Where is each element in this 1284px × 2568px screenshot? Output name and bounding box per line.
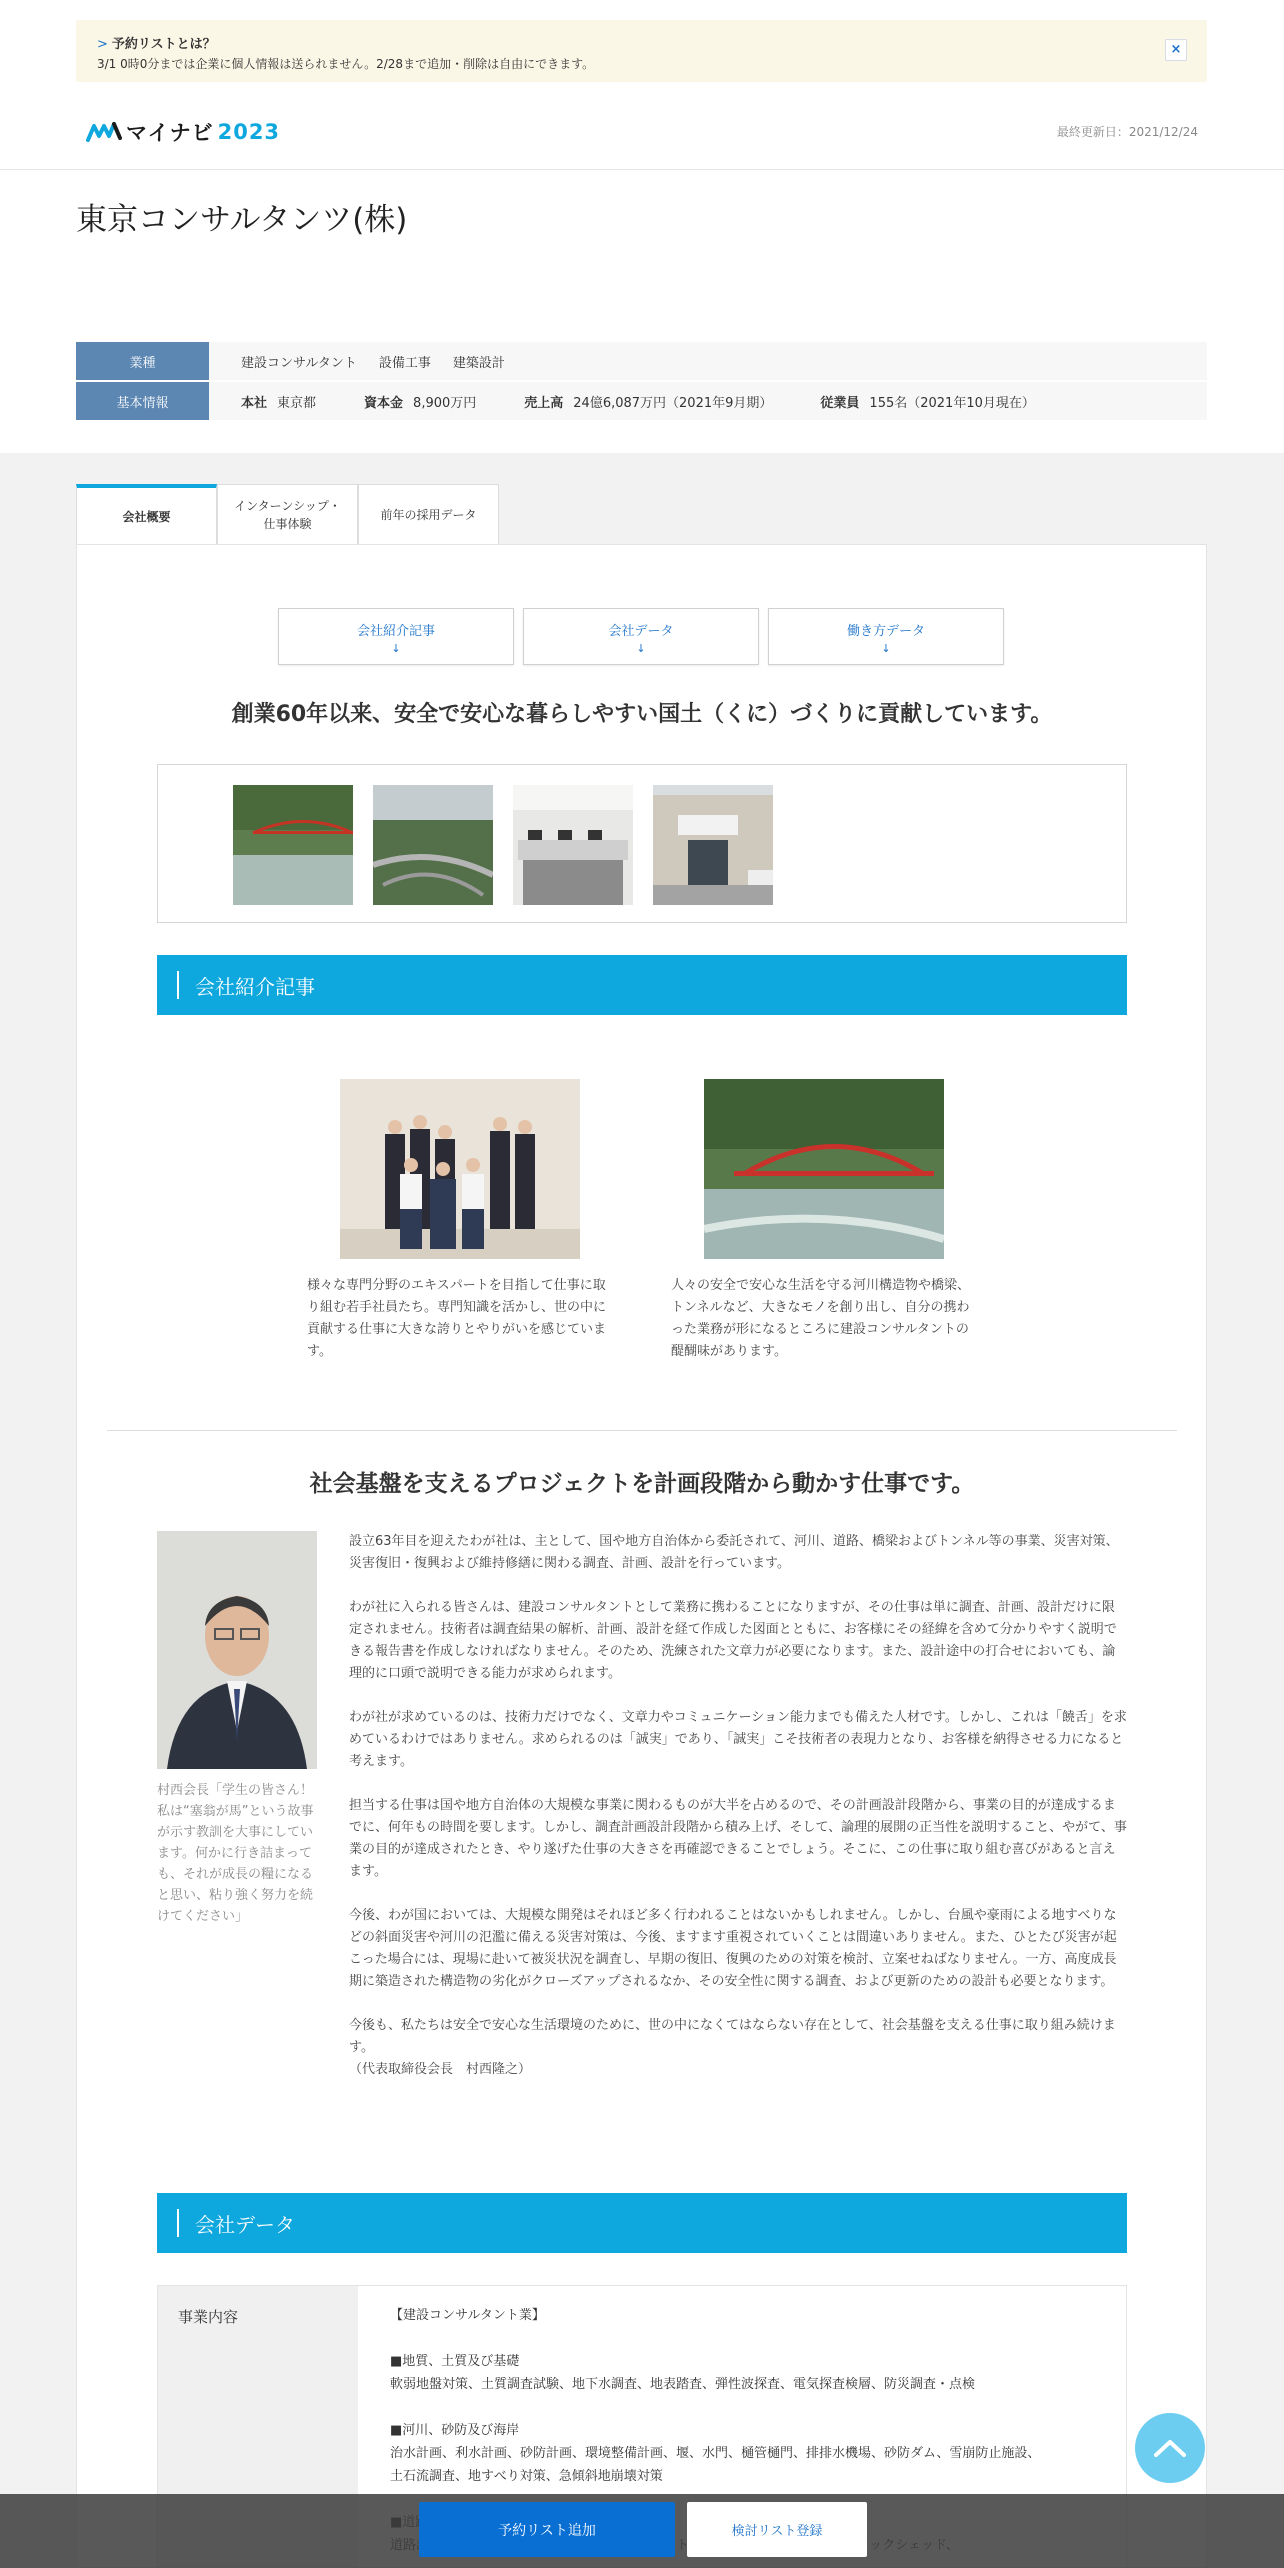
- message-paragraph: 担当する仕事は国や地方自治体の大規模な事業に関わるものが大半を占めるので、その計画設計段階から、事業の目的が達成するまでに、何年もの時間を要します。しかし、調査計画設計段階から積み上げ、そして、論理的展開の正当性を説明すること、やがて、事業の目的が達成されたとき、やり遂げた仕事の大きさを再確認できることでしょう。そこに、この仕事に取り組む喜びがあると言えます。: [349, 1798, 1127, 1879]
- arrow-down-icon: ↓: [881, 642, 891, 656]
- data-line: 軟弱地盤対策、土質調査試験、地下水調査、地表踏査、弾性波探査、電気探査検層、防災調査・点検: [390, 2377, 976, 2392]
- arrow-down-icon: ↓: [636, 642, 646, 656]
- company-name: 東京コンサルタンツ(株): [76, 202, 408, 238]
- business-content-label: 事業内容: [158, 2286, 358, 2568]
- notice-title-link[interactable]: 予約リストとは？: [111, 37, 216, 52]
- capital-info: [364, 392, 476, 411]
- article-card-bridge: [671, 1079, 971, 1363]
- section-header-company-data: 会社データ: [157, 2193, 1127, 2253]
- red-bridge-large-image: [704, 1079, 944, 1259]
- employees-value: 155名（2021年10月現在）: [869, 395, 1035, 411]
- data-line: 土石流調査、地すべり対策、急傾斜地崩壊対策: [390, 2469, 663, 2484]
- red-bridge-image: [233, 785, 353, 905]
- sales-info: [524, 392, 772, 411]
- chevron-up-icon: [1153, 2438, 1187, 2458]
- employees-key: 従業員: [820, 395, 860, 411]
- logo-mark-icon: [86, 120, 124, 144]
- data-line: ■河川、砂防及び海岸: [390, 2423, 520, 2438]
- message-paragraph: 設立63年目を迎えたわが社は、主として、国や地方自治体から委託されて、河川、道路、橋梁およびトンネル等の事業、災害対策、災害復旧・復興および維持修繕に関わる調査、計画、設計を行っています。: [349, 1534, 1119, 1571]
- industry-item: 建設コンサルタント: [241, 355, 357, 371]
- reservation-notice: [76, 20, 1207, 82]
- gallery-thumb-office[interactable]: [513, 785, 633, 905]
- basic-info-label: 基本情報: [76, 382, 209, 420]
- industry-item: 設備工事: [378, 355, 431, 371]
- header-divider: [0, 169, 1284, 170]
- sales-value: 24億6,087万円（2021年9月期）: [573, 395, 773, 411]
- data-line: 【建設コンサルタント業】: [390, 2308, 545, 2323]
- industry-row: [76, 342, 1207, 380]
- section-divider: [107, 1430, 1177, 1431]
- capital-value: 8,900万円: [413, 395, 477, 411]
- close-icon[interactable]: ×: [1165, 39, 1187, 61]
- industry-item: 建築設計: [452, 355, 505, 371]
- chevron-right-icon: >: [97, 37, 108, 52]
- page-tabs: [76, 484, 499, 544]
- employees-info: [820, 392, 1034, 411]
- photo-gallery: [157, 764, 1127, 923]
- anchor-label: 会社紹介記事: [356, 624, 435, 639]
- hq-value: 東京都: [277, 395, 317, 411]
- tab-company-overview[interactable]: 会社概要: [76, 484, 217, 546]
- anchor-navigation: [278, 608, 1013, 665]
- sales-key: 売上高: [524, 395, 564, 411]
- last-updated: 最終更新日：2021/12/24: [1056, 125, 1198, 139]
- notice-title[interactable]: [97, 33, 216, 52]
- chairman-message: [349, 1531, 1127, 2103]
- hq-key: 本社: [241, 395, 268, 411]
- staff-group-image: [340, 1079, 580, 1259]
- chairman-portrait: [157, 1531, 317, 1769]
- message-paragraph: 今後、わが国においては、大規模な開発はそれほど多く行われることはないかもしれません。しかし、台風や豪雨による地すべりなどの斜面災害や河川の氾濫に備える災害対策は、今後、ますます重視されていくことは間違いありません。また、ひとたび災害が起こった場合には、現場に赴いて被災状況を調査し、早期の復旧、復興のための対策を検討、立案せねばなりません。一方、高度成長期に築造された構造物の劣化がクローズアップされるなか、その安全性に関する調査、および更新のための設計も必要となります。: [349, 1908, 1117, 1989]
- company-info-table: [76, 342, 1207, 422]
- industry-values: [209, 342, 1207, 380]
- anchor-work-style-data[interactable]: [768, 608, 1004, 665]
- building-entrance-image: [653, 785, 773, 905]
- message-signature: （代表取締役会長 村西隆之）: [349, 2062, 532, 2077]
- data-line: ■地質、土質及び基礎: [390, 2354, 520, 2369]
- message-paragraph: 今後も、私たちは安全で安心な生活環境のために、世の中になくてはならない存在として、社会基盤を支える仕事に取り組み続けます。: [349, 2018, 1116, 2055]
- tab-previous-hiring-data[interactable]: 前年の採用データ: [358, 484, 499, 544]
- gallery-thumb-highway[interactable]: [373, 785, 493, 905]
- add-to-consideration-list-button[interactable]: 検討リスト登録: [687, 2502, 867, 2557]
- gallery-thumb-building[interactable]: [653, 785, 773, 905]
- data-line: 治水計画、利水計画、砂防計画、環境整備計画、堰、水門、樋管樋門、排排水機場、砂防ダム、雪崩防止施設、: [390, 2446, 1041, 2461]
- add-to-reservation-list-button[interactable]: 予約リスト追加: [419, 2502, 675, 2557]
- capital-key: 資本金: [364, 395, 404, 411]
- anchor-company-data[interactable]: [523, 608, 759, 665]
- industry-label: 業種: [76, 342, 209, 380]
- basic-info-row: [76, 382, 1207, 420]
- anchor-company-articles[interactable]: [278, 608, 514, 665]
- logo-year: 2023: [217, 120, 281, 144]
- arrow-down-icon: ↓: [391, 642, 401, 656]
- scroll-to-top-button[interactable]: [1135, 2413, 1205, 2483]
- basic-info-values: [209, 382, 1207, 420]
- article-caption: 様々な専門分野のエキスパートを目指して仕事に取り組む若手社員たち。専門知識を活かし、世の中に貢献する仕事に大きな誇りとやりがいを感じています。: [307, 1278, 607, 1359]
- hq-info: [241, 392, 316, 411]
- bridge-photo: [704, 1079, 944, 1259]
- staff-group-photo: [340, 1079, 580, 1259]
- anchor-label: 会社データ: [608, 624, 674, 639]
- chairman-portrait-image: [157, 1531, 317, 1769]
- article-card-staff: [307, 1079, 607, 1363]
- message-paragraph: わが社に入られる皆さんは、建設コンサルタントとして業務に携わることになりますが、その仕事は単に調査、計画、設計だけに限定されません。技術者は調査結果の解析、計画、設計を経て作成した図面とともに、お客様にその経緯を含めて分かりやすく説明できる報告書を作成しなければなりません。そのため、洗練された文章力が必要になります。また、設計途中の打合せにおいても、論理的に口頭で説明できる能力が求められます。: [349, 1600, 1117, 1681]
- catch-copy-work: 社会基盤を支えるプロジェクトを計画段階から動かす仕事です。: [309, 1471, 975, 1497]
- message-paragraph: わが社が求めているのは、技術力だけでなく、文章力やコミュニケーション能力までも備えた人材です。しかし、これは「饒舌」を求めているわけではありません。求められるのは「誠実」であり、「誠実」こそ技術者の表現力となり、お客様を納得させる力になると考えます。: [349, 1710, 1127, 1769]
- section-header-articles: 会社紹介記事: [157, 955, 1127, 1015]
- chairman-quote: 村西会長「学生の皆さん！私は“塞翁が馬”という故事が示す教訓を大事にしています。何かに行き詰まっても、それが成長の糧になると思い、粘り強く努力を続けてください」: [157, 1783, 314, 1924]
- article-caption: 人々の安全で安心な生活を守る河川構造物や橋梁、トンネルなど、大きなモノを創り出し、自分の携わった業務が形になるところに建設コンサルタントの醍醐味があります。: [671, 1278, 971, 1359]
- tab-internship[interactable]: インターンシップ・ 仕事体験: [217, 484, 358, 544]
- highway-image: [373, 785, 493, 905]
- office-image: [513, 785, 633, 905]
- catch-copy-main: 創業60年以来、安全で安心な暮らしやすい国土（くに）づくりに貢献しています。: [231, 702, 1053, 727]
- logo-text: マイナビ: [126, 121, 214, 145]
- mynavi-logo[interactable]: [86, 115, 280, 149]
- anchor-label: 働き方データ: [846, 624, 925, 639]
- notice-body: 3/1 0時0分までは企業に個人情報は送られません。2/28まで追加・削除は自由にできます。: [97, 57, 595, 71]
- gallery-thumb-red-bridge[interactable]: [233, 785, 353, 905]
